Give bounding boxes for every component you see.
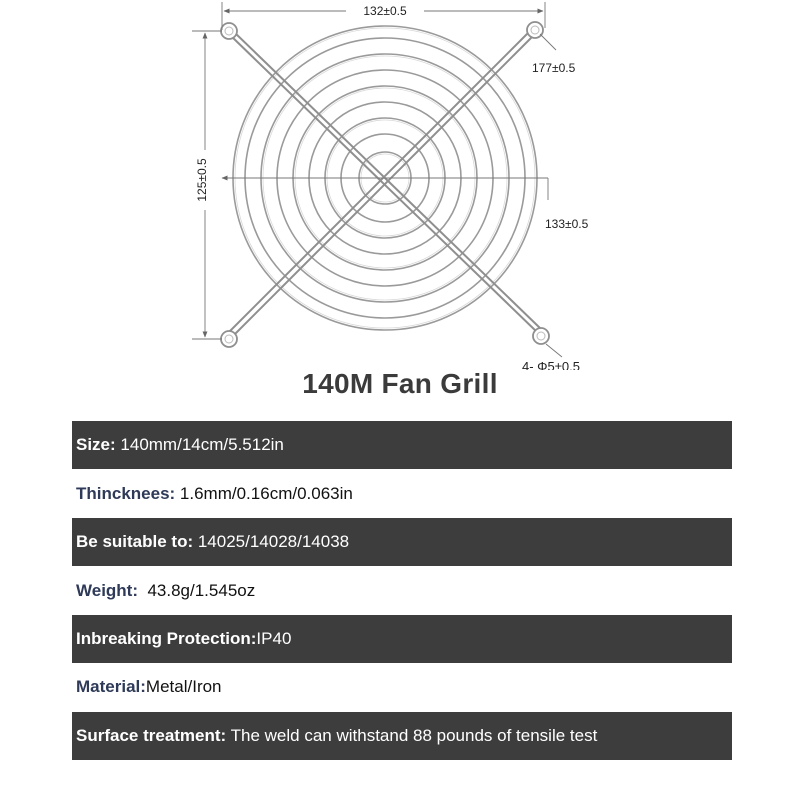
spec-value: 43.8g/1.545oz [138, 581, 256, 600]
mounting-hole [221, 23, 237, 39]
dim-left-height: 125±0.5 [195, 158, 209, 202]
spec-label: Material: [76, 677, 146, 696]
spec-row [72, 518, 732, 566]
dim-right-width: 133±0.5 [545, 217, 589, 231]
spec-row [72, 421, 732, 469]
grill-cross-wires [228, 31, 541, 337]
spec-value: 1.6mm/0.16cm/0.063in [175, 484, 353, 503]
spec-row [72, 712, 732, 760]
dim-top-width: 132±0.5 [363, 4, 407, 18]
spec-label: Inbreaking Protection: [76, 629, 257, 648]
spec-value: The weld can withstand 88 pounds of tensile test [226, 726, 598, 745]
fan-grill-diagram [0, 0, 800, 370]
spec-label: Surface treatment: [76, 726, 227, 745]
spec-label: Size: [76, 435, 116, 454]
spec-value: IP40 [256, 629, 292, 648]
spec-value: Metal/Iron [145, 677, 222, 696]
spec-row [72, 470, 732, 518]
spec-value: 14025/14028/14038 [193, 532, 350, 551]
dim-diagonal: 177±0.5 [532, 61, 576, 75]
dim-holes: 4- Φ5±0.5 [522, 359, 580, 370]
mounting-hole [533, 328, 549, 344]
spec-row [72, 615, 732, 663]
spec-row [72, 663, 732, 711]
product-title: 140M Fan Grill [302, 368, 498, 399]
spec-label: Thincknees: [76, 484, 176, 503]
mounting-hole [221, 331, 237, 347]
spec-label: Be suitable to: [76, 532, 194, 551]
spec-row [72, 567, 732, 615]
mounting-hole [527, 22, 543, 38]
spec-label: Weight: [76, 581, 139, 600]
spec-value: 140mm/14cm/5.512in [115, 435, 284, 454]
